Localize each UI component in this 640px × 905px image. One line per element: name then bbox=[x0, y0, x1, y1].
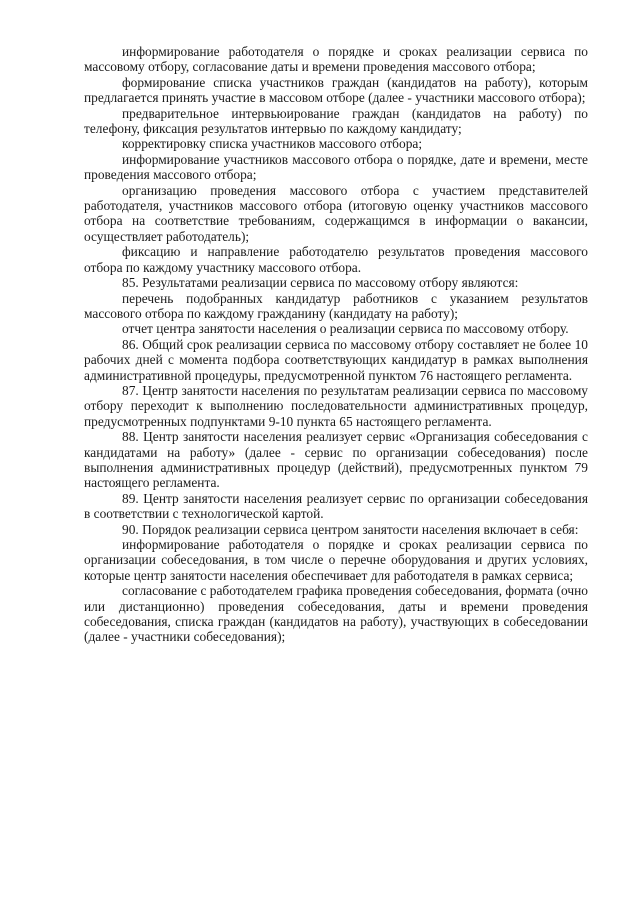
paragraph-9: перечень подобранных кандидатур работников с указанием результатов массового отбора по каждому гражданину (кандидату на работу); bbox=[84, 290, 588, 321]
paragraph-86: 86. Общий срок реализации сервиса по массовому отбору составляет не более 10 рабочих дней с момента подбора соответствующих кандидатур в рамках выполнения административной процедуры, предусмотренной пунктом 76 настоящего регламента. bbox=[84, 336, 588, 383]
paragraph-89: 89. Центр занятости населения реализует сервис по организации собеседования в соответствии с технологической картой. bbox=[84, 490, 588, 522]
paragraph-2: формирование списка участников граждан (кандидатов на работу), которым предлагается принять участие в массовом отборе (далее - участники массового отбора); bbox=[84, 74, 588, 106]
paragraph-6: организацию проведения массового отбора с участием представителей работодателя, участников массового отбора (итоговую оценку участников массового отбора на соответствие требованиям, содержащимся в информации о вакансии, осуществляет работодатель); bbox=[84, 182, 588, 244]
paragraph-85: 85. Результатами реализации сервиса по массовому отбору являются: bbox=[122, 275, 519, 291]
paragraph-16: информирование работодателя о порядке и сроках реализации сервиса по организации собеседования, в том числе о перечне оборудования и других условиях, которые центр занятости населения обеспечивает для работодателя в рамках сервиса; bbox=[84, 537, 588, 583]
paragraph-4: корректировку списка участников массового отбора; bbox=[122, 136, 423, 152]
paragraph-5: информирование участников массового отбора о порядке, дате и времени, месте проведения массового отбора; bbox=[84, 151, 588, 183]
paragraph-88: 88. Центр занятости населения реализует сервис «Организация собеседования с кандидатами на работу» (далее - сервис по организации собеседования) после выполнения административных процедур (действий), предусмотренных пунктом 79 настоящего регламента. bbox=[84, 429, 588, 491]
paragraph-3: предварительное интервьюирование граждан (кандидатов на работу) по телефону, фиксация результатов интервью по каждому кандидату; bbox=[84, 105, 588, 137]
paragraph-1: информирование работодателя о порядке и сроках реализации сервиса по массовому отбору, согласование даты и времени проведения массового отбора; bbox=[84, 44, 588, 75]
paragraph-90: 90. Порядок реализации сервиса центром занятости населения включает в себя: bbox=[122, 521, 579, 537]
document-page bbox=[84, 44, 588, 645]
paragraph-17: согласование с работодателем графика проведения собеседования, формата (очно или дистанционно) проведения собеседования, даты и времени проведения собеседования, списка граждан (кандидатов на работу), участвующих в собеседовании (далее - участники собеседования); bbox=[84, 583, 588, 645]
paragraph-87: 87. Центр занятости населения по результатам реализации сервиса по массовому отбору переходит к выполнению последовательности административных процедур, предусмотренных подпунктами 9-10 пункта 65 настоящего регламента. bbox=[84, 382, 588, 429]
paragraph-10: отчет центра занятости населения о реализации сервиса по массовому отбору. bbox=[122, 321, 569, 337]
paragraph-7: фиксацию и направление работодателю результатов проведения массового отбора по каждому участнику массового отбора. bbox=[84, 244, 588, 275]
